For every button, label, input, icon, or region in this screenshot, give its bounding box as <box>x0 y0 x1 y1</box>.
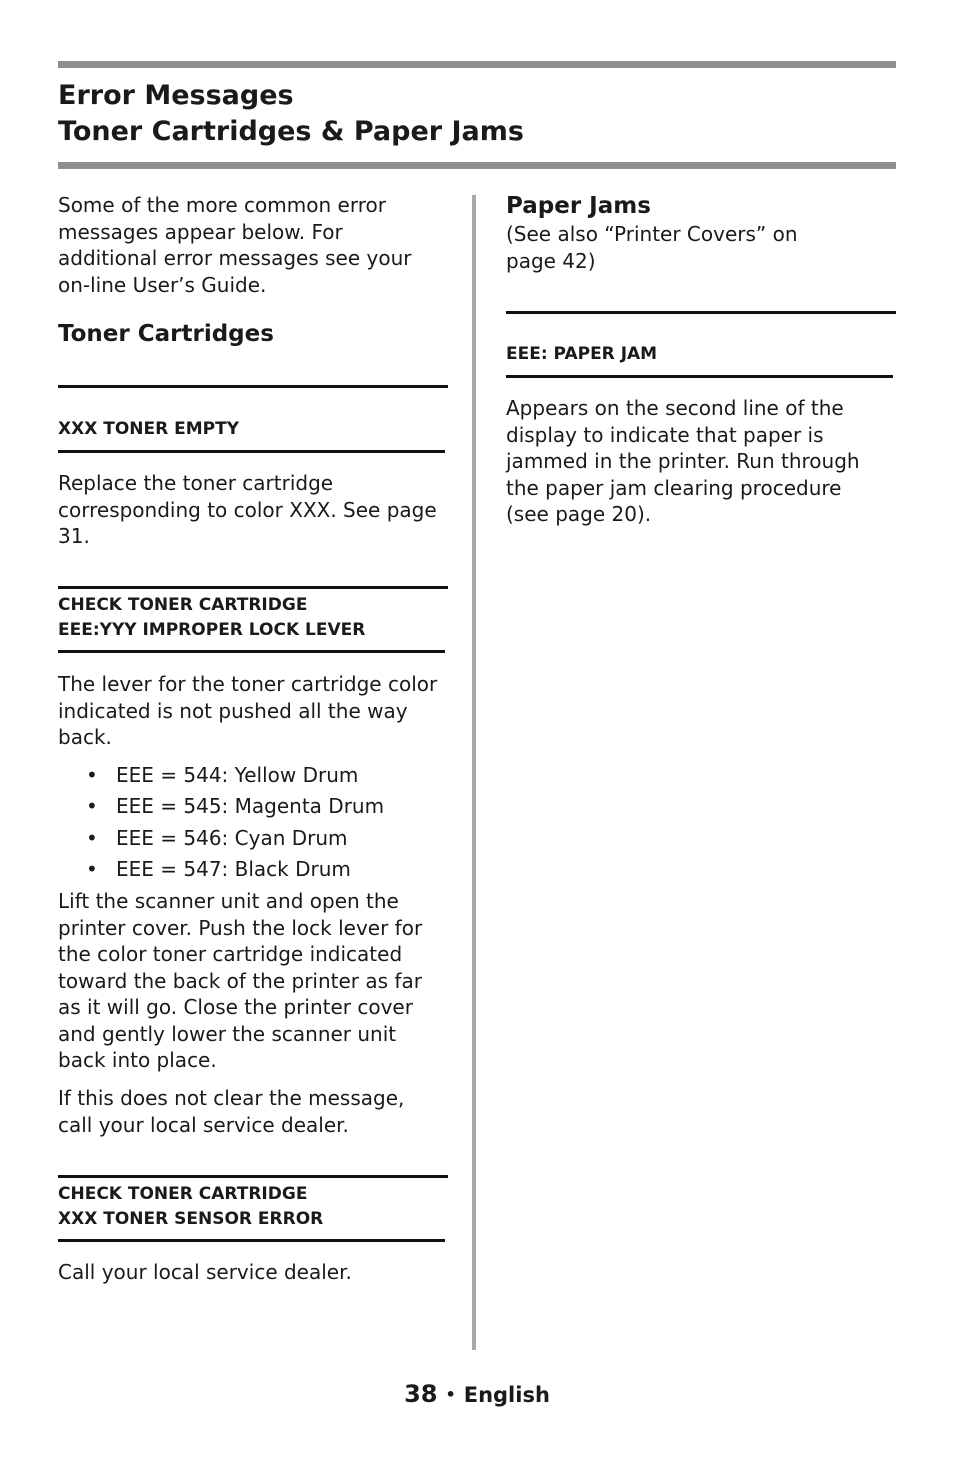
toner-empty-description: Replace the toner cartridge corresponding to color XXX. See page 31. <box>58 471 437 548</box>
service-dealer-note: If this does not clear the message, call your local service dealer. <box>58 1086 405 1137</box>
bullet-icon: • <box>86 856 98 881</box>
bullet-icon: • <box>86 825 98 850</box>
divider-rule <box>58 385 448 388</box>
header-top-rule <box>58 61 896 68</box>
error-message-line1: CHECK TONER CARTRIDGE <box>58 595 308 615</box>
list-item <box>58 760 384 791</box>
list-item-text: EEE = 545: Magenta Drum <box>116 794 385 819</box>
lock-lever-description: The lever for the toner cartridge color indicated is not pushed all the way back. <box>58 672 438 749</box>
error-message-line2: XXX TONER SENSOR ERROR <box>58 1208 324 1229</box>
error-message-toner-sensor <box>58 1182 323 1231</box>
divider-rule <box>506 375 893 378</box>
column-divider <box>472 195 476 1350</box>
footer-language: English <box>463 1383 550 1407</box>
intro-paragraph: Some of the more common error messages appear below. For additional error messages see your on-line User’s Guide. <box>58 193 412 297</box>
bullet-separator-icon: • <box>445 1385 456 1404</box>
divider-rule <box>58 586 448 589</box>
list-item <box>58 791 384 822</box>
list-item <box>58 854 384 885</box>
see-also-note: (See also “Printer Covers” on page 42) <box>506 222 798 273</box>
toner-cartridges-heading: Toner Cartridges <box>58 321 274 347</box>
divider-rule <box>58 450 445 453</box>
toner-sensor-description: Call your local service dealer. <box>58 1260 352 1284</box>
page-title-line1: Error Messages <box>58 80 294 111</box>
list-item-text: EEE = 544: Yellow Drum <box>116 763 359 787</box>
drum-code-list <box>58 760 384 885</box>
divider-rule <box>58 650 445 653</box>
page-title <box>58 78 524 150</box>
lock-lever-procedure: Lift the scanner unit and open the printer cover. Push the lock lever for the color toner cartridge indicated toward the back of the printer as far as it will go. Close the printer cover and gently lower the scanner unit back into place. <box>58 889 423 1072</box>
bullet-icon: • <box>86 794 98 819</box>
error-message-check-toner-cartridge <box>58 593 365 642</box>
list-item-text: EEE = 547: Black Drum <box>116 856 351 881</box>
error-message-line1: CHECK TONER CARTRIDGE <box>58 1184 308 1204</box>
paper-jams-heading: Paper Jams <box>506 193 651 219</box>
error-message-line2: EEE:YYY IMPROPER LOCK LEVER <box>58 619 366 640</box>
divider-rule <box>58 1239 445 1242</box>
divider-rule <box>506 311 896 314</box>
error-message-xxx-toner-empty: XXX TONER EMPTY <box>58 419 240 439</box>
divider-rule <box>58 1175 448 1178</box>
header-bottom-rule <box>58 162 896 169</box>
page-title-line2: Toner Cartridges & Paper Jams <box>58 116 524 147</box>
list-item-text: EEE = 546: Cyan Drum <box>116 825 348 850</box>
page-footer <box>0 1380 954 1408</box>
error-message-paper-jam: EEE: PAPER JAM <box>506 344 658 364</box>
paper-jam-description: Appears on the second line of the display to indicate that paper is jammed in the printer. Run through the paper jam clearing procedure (see page 20). <box>506 396 860 526</box>
page-number: 38 <box>404 1380 438 1408</box>
list-item <box>58 823 384 854</box>
bullet-icon: • <box>86 763 98 787</box>
